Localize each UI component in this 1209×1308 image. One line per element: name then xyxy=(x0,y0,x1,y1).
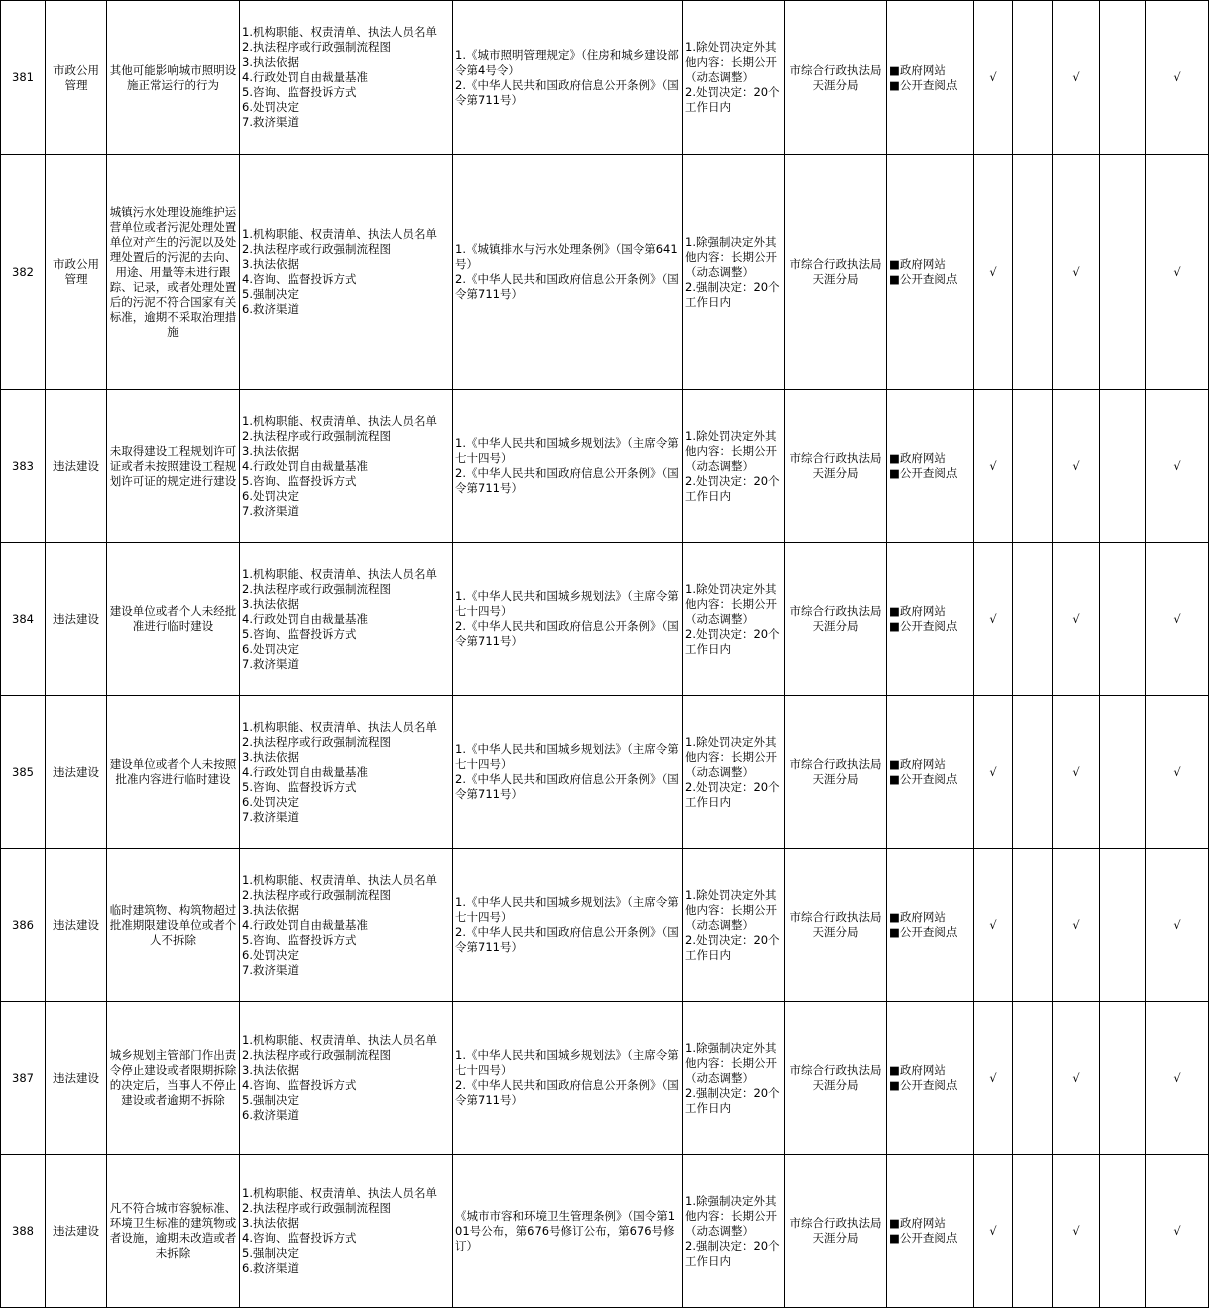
period-line: 2.处罚决定：20个工作日内 xyxy=(685,932,780,962)
check-mark-cell: √ xyxy=(1146,1155,1209,1308)
enforcement-item-cell: 未取得建设工程规划许可证或者未按照建设工程规划许可证的规定进行建设 xyxy=(107,390,240,543)
disclosure-channel-cell xyxy=(887,1,974,155)
period-line: 1.除处罚决定外其他内容：长期公开（动态调整） xyxy=(685,887,777,932)
channel-line: ■政府网站 xyxy=(889,910,946,924)
disclosure-channel-cell xyxy=(887,155,974,390)
content-line: 4.行政处罚自由裁量基准 xyxy=(242,70,368,84)
enforcement-item-cell: 城乡规划主管部门作出责令停止建设或者限期拆除的决定后，当事人不停止建设或者逾期不拆除 xyxy=(107,1002,240,1155)
disclosure-content-cell xyxy=(240,1155,453,1308)
basis-line: 1.《中华人民共和国城乡规划法》（主席令第七十四号） xyxy=(455,589,679,618)
check-mark-cell: √ xyxy=(1053,849,1100,1002)
table-row xyxy=(1,390,1209,543)
row-number-cell: 384 xyxy=(1,543,46,696)
content-line: 3.执法依据 xyxy=(242,1216,299,1230)
content-line: 1.机构职能、权责清单、执法人员名单 xyxy=(242,719,437,734)
disclosure-basis-cell xyxy=(453,390,683,543)
content-line: 7.救济渠道 xyxy=(242,503,299,518)
content-line: 6.救济渠道 xyxy=(242,302,299,316)
content-line: 2.执法程序或行政强制流程图 xyxy=(242,887,391,902)
check-mark-cell: √ xyxy=(974,696,1013,849)
table-row xyxy=(1,155,1209,390)
channel-line: ■公开查阅点 xyxy=(889,925,958,939)
content-line: 5.强制决定 xyxy=(242,1246,299,1260)
period-line: 2.强制决定：20个工作日内 xyxy=(685,1238,780,1268)
content-line: 4.咨询、监督投诉方式 xyxy=(242,1231,357,1245)
disclosure-period-cell xyxy=(683,390,785,543)
enforcement-item-cell: 其他可能影响城市照明设施正常运行的行为 xyxy=(107,1,240,155)
disclosure-content-cell xyxy=(240,1002,453,1155)
period-line: 1.除强制决定外其他内容：长期公开（动态调整） xyxy=(685,234,777,279)
empty-mark-cell xyxy=(1013,1002,1053,1155)
disclosure-content-cell xyxy=(240,543,453,696)
channel-line: ■政府网站 xyxy=(889,1063,946,1077)
empty-mark-cell xyxy=(1100,390,1146,543)
channel-line: ■公开查阅点 xyxy=(889,772,958,786)
content-line: 1.机构职能、权责清单、执法人员名单 xyxy=(242,227,437,241)
disclosure-basis-cell xyxy=(453,155,683,390)
content-line: 5.咨询、监督投诉方式 xyxy=(242,626,357,641)
period-line: 2.处罚决定：20个工作日内 xyxy=(685,779,780,809)
check-mark-cell: √ xyxy=(974,390,1013,543)
empty-mark-cell xyxy=(1013,390,1053,543)
disclosure-period-cell xyxy=(683,1155,785,1308)
channel-line: ■政府网站 xyxy=(889,1216,946,1230)
period-line: 2.强制决定：20个工作日内 xyxy=(685,1085,780,1115)
content-line: 4.行政处罚自由裁量基准 xyxy=(242,764,368,779)
check-mark-cell: √ xyxy=(974,543,1013,696)
content-line: 2.执法程序或行政强制流程图 xyxy=(242,428,391,443)
period-line: 2.强制决定：20个工作日内 xyxy=(685,279,780,309)
disclosure-period-cell xyxy=(683,1,785,155)
content-line: 2.执法程序或行政强制流程图 xyxy=(242,242,391,256)
disclosure-channel-cell xyxy=(887,390,974,543)
content-line: 6.处罚决定 xyxy=(242,947,299,962)
row-number-cell: 386 xyxy=(1,849,46,1002)
disclosure-subject-cell: 市综合行政执法局天涯分局 xyxy=(785,1,887,155)
content-line: 4.行政处罚自由裁量基准 xyxy=(242,917,368,932)
enforcement-item-cell: 临时建筑物、构筑物超过批准期限建设单位或者个人不拆除 xyxy=(107,849,240,1002)
category-cell: 违法建设 xyxy=(46,696,107,849)
check-mark-cell: √ xyxy=(1053,1155,1100,1308)
disclosure-subject-cell: 市综合行政执法局天涯分局 xyxy=(785,696,887,849)
basis-line: 2.《中华人民共和国政府信息公开条例》（国令第711号） xyxy=(455,1078,679,1107)
enforcement-item-cell: 建设单位或者个人未按照批准内容进行临时建设 xyxy=(107,696,240,849)
content-line: 6.救济渠道 xyxy=(242,1108,299,1122)
disclosure-basis-cell xyxy=(453,849,683,1002)
channel-line: ■公开查阅点 xyxy=(889,466,958,480)
channel-line: ■公开查阅点 xyxy=(889,77,958,92)
check-mark-cell: √ xyxy=(1146,696,1209,849)
empty-mark-cell xyxy=(1100,155,1146,390)
basis-line: 1.《城镇排水与污水处理条例》（国令第641号） xyxy=(455,242,678,271)
table-row xyxy=(1,1002,1209,1155)
period-line: 1.除强制决定外其他内容：长期公开（动态调整） xyxy=(685,1040,777,1085)
disclosure-subject-cell: 市综合行政执法局天涯分局 xyxy=(785,390,887,543)
content-line: 7.救济渠道 xyxy=(242,115,299,129)
empty-mark-cell xyxy=(1013,849,1053,1002)
content-line: 4.咨询、监督投诉方式 xyxy=(242,272,357,286)
category-cell: 违法建设 xyxy=(46,390,107,543)
period-line: 1.除处罚决定外其他内容：长期公开（动态调整） xyxy=(685,40,777,84)
disclosure-content-cell xyxy=(240,849,453,1002)
disclosure-content-cell xyxy=(240,155,453,390)
period-line: 1.除处罚决定外其他内容：长期公开（动态调整） xyxy=(685,581,777,626)
basis-line: 2.《中华人民共和国政府信息公开条例》（国令第711号） xyxy=(455,925,679,954)
basis-line: 1.《中华人民共和国城乡规划法》（主席令第七十四号） xyxy=(455,436,679,465)
period-line: 1.除处罚决定外其他内容：长期公开（动态调整） xyxy=(685,734,777,779)
check-mark-cell: √ xyxy=(1146,1,1209,155)
check-mark-cell: √ xyxy=(1146,543,1209,696)
channel-line: ■公开查阅点 xyxy=(889,1078,958,1092)
check-mark-cell: √ xyxy=(1053,696,1100,849)
disclosure-channel-cell xyxy=(887,543,974,696)
check-mark-cell: √ xyxy=(974,849,1013,1002)
empty-mark-cell xyxy=(1100,543,1146,696)
disclosure-basis-cell xyxy=(453,1002,683,1155)
content-line: 5.咨询、监督投诉方式 xyxy=(242,473,357,488)
row-number-cell: 388 xyxy=(1,1155,46,1308)
content-line: 3.执法依据 xyxy=(242,902,299,917)
empty-mark-cell xyxy=(1013,1,1053,155)
content-line: 1.机构职能、权责清单、执法人员名单 xyxy=(242,1033,437,1047)
content-line: 2.执法程序或行政强制流程图 xyxy=(242,40,391,54)
disclosure-content-cell xyxy=(240,390,453,543)
basis-line: 1.《城市照明管理规定》（住房和城乡建设部令第4号令） xyxy=(455,47,679,77)
check-mark-cell: √ xyxy=(1146,390,1209,543)
check-mark-cell: √ xyxy=(1053,1002,1100,1155)
basis-line: 2.《中华人民共和国政府信息公开条例》（国令第711号） xyxy=(455,77,679,107)
disclosure-subject-cell: 市综合行政执法局天涯分局 xyxy=(785,543,887,696)
disclosure-subject-cell: 市综合行政执法局天涯分局 xyxy=(785,849,887,1002)
empty-mark-cell xyxy=(1100,696,1146,849)
channel-line: ■政府网站 xyxy=(889,604,946,618)
table-row xyxy=(1,1,1209,155)
period-line: 2.处罚决定：20个工作日内 xyxy=(685,626,780,656)
empty-mark-cell xyxy=(1013,543,1053,696)
disclosure-content-cell xyxy=(240,1,453,155)
disclosure-period-cell xyxy=(683,849,785,1002)
channel-line: ■政府网站 xyxy=(889,257,946,271)
disclosure-basis-cell xyxy=(453,1155,683,1308)
enforcement-item-cell: 凡不符合城市容貌标准、环境卫生标准的建筑物或者设施，逾期未改造或者未拆除 xyxy=(107,1155,240,1308)
content-line: 1.机构职能、权责清单、执法人员名单 xyxy=(242,872,437,887)
content-line: 1.机构职能、权责清单、执法人员名单 xyxy=(242,566,437,581)
empty-mark-cell xyxy=(1013,155,1053,390)
content-line: 4.咨询、监督投诉方式 xyxy=(242,1078,357,1092)
content-line: 2.执法程序或行政强制流程图 xyxy=(242,734,391,749)
period-line: 2.处罚决定：20个工作日内 xyxy=(685,85,780,114)
content-line: 2.执法程序或行政强制流程图 xyxy=(242,1048,391,1062)
empty-mark-cell xyxy=(1100,1155,1146,1308)
channel-line: ■政府网站 xyxy=(889,451,946,465)
enforcement-item-cell: 建设单位或者个人未经批准进行临时建设 xyxy=(107,543,240,696)
category-cell: 违法建设 xyxy=(46,1155,107,1308)
content-line: 2.执法程序或行政强制流程图 xyxy=(242,1201,391,1215)
content-line: 4.行政处罚自由裁量基准 xyxy=(242,458,368,473)
basis-line: 1.《中华人民共和国城乡规划法》（主席令第七十四号） xyxy=(455,1048,679,1077)
content-line: 3.执法依据 xyxy=(242,749,299,764)
check-mark-cell: √ xyxy=(974,1002,1013,1155)
row-number-cell: 385 xyxy=(1,696,46,849)
disclosure-basis-cell xyxy=(453,696,683,849)
check-mark-cell: √ xyxy=(1146,849,1209,1002)
content-line: 6.处罚决定 xyxy=(242,641,299,656)
content-line: 1.机构职能、权责清单、执法人员名单 xyxy=(242,25,437,39)
category-cell: 违法建设 xyxy=(46,1002,107,1155)
check-mark-cell: √ xyxy=(974,1,1013,155)
channel-line: ■公开查阅点 xyxy=(889,272,958,286)
basis-line: 2.《中华人民共和国政府信息公开条例》（国令第711号） xyxy=(455,466,679,495)
row-number-cell: 382 xyxy=(1,155,46,390)
content-line: 3.执法依据 xyxy=(242,443,299,458)
content-line: 5.咨询、监督投诉方式 xyxy=(242,85,357,99)
disclosure-basis-cell xyxy=(453,1,683,155)
basis-line: 2.《中华人民共和国政府信息公开条例》（国令第711号） xyxy=(455,619,679,648)
content-line: 3.执法依据 xyxy=(242,55,299,69)
check-mark-cell: √ xyxy=(1146,1002,1209,1155)
empty-mark-cell xyxy=(1100,1,1146,155)
channel-line: ■公开查阅点 xyxy=(889,619,958,633)
table-row xyxy=(1,543,1209,696)
empty-mark-cell xyxy=(1013,696,1053,849)
check-mark-cell: √ xyxy=(1053,155,1100,390)
check-mark-cell: √ xyxy=(974,1155,1013,1308)
basis-line: 《城市市容和环境卫生管理条例》（国令第101号公布，第676号修订公布，第676号修订） xyxy=(455,1208,676,1253)
content-line: 7.救济渠道 xyxy=(242,656,299,671)
content-line: 4.行政处罚自由裁量基准 xyxy=(242,611,368,626)
period-line: 2.处罚决定：20个工作日内 xyxy=(685,473,780,503)
disclosure-channel-cell xyxy=(887,1155,974,1308)
category-cell: 市政公用管理 xyxy=(46,1,107,155)
empty-mark-cell xyxy=(1013,1155,1053,1308)
disclosure-content-cell xyxy=(240,696,453,849)
row-number-cell: 381 xyxy=(1,1,46,155)
category-cell: 违法建设 xyxy=(46,543,107,696)
disclosure-basis-cell xyxy=(453,543,683,696)
check-mark-cell: √ xyxy=(1053,1,1100,155)
category-cell: 违法建设 xyxy=(46,849,107,1002)
check-mark-cell: √ xyxy=(1146,155,1209,390)
table-row xyxy=(1,1155,1209,1308)
disclosure-period-cell xyxy=(683,1002,785,1155)
content-line: 1.机构职能、权责清单、执法人员名单 xyxy=(242,413,437,428)
enforcement-item-cell: 城镇污水处理设施维护运营单位或者污泥处理处置单位对产生的污泥以及处理处置后的污泥的去向、用途、用量等未进行跟踪、记录，或者处理处置后的污泥不符合国家有关标准，逾期不采取治理措施 xyxy=(107,155,240,390)
disclosure-subject-cell: 市综合行政执法局天涯分局 xyxy=(785,155,887,390)
check-mark-cell: √ xyxy=(1053,390,1100,543)
content-line: 6.处罚决定 xyxy=(242,488,299,503)
basis-line: 1.《中华人民共和国城乡规划法》（主席令第七十四号） xyxy=(455,742,679,771)
disclosure-subject-cell: 市综合行政执法局天涯分局 xyxy=(785,1155,887,1308)
table-row xyxy=(1,696,1209,849)
category-cell: 市政公用管理 xyxy=(46,155,107,390)
content-line: 5.强制决定 xyxy=(242,287,299,301)
channel-line: ■政府网站 xyxy=(889,62,946,77)
content-line: 5.咨询、监督投诉方式 xyxy=(242,932,357,947)
channel-line: ■政府网站 xyxy=(889,757,946,771)
period-line: 1.除强制决定外其他内容：长期公开（动态调整） xyxy=(685,1193,777,1238)
disclosure-channel-cell xyxy=(887,849,974,1002)
content-line: 6.处罚决定 xyxy=(242,794,299,809)
period-line: 1.除处罚决定外其他内容：长期公开（动态调整） xyxy=(685,428,777,473)
disclosure-subject-cell: 市综合行政执法局天涯分局 xyxy=(785,1002,887,1155)
content-line: 7.救济渠道 xyxy=(242,962,299,977)
content-line: 6.救济渠道 xyxy=(242,1261,299,1275)
basis-line: 2.《中华人民共和国政府信息公开条例》（国令第711号） xyxy=(455,272,679,301)
basis-line: 2.《中华人民共和国政府信息公开条例》（国令第711号） xyxy=(455,772,679,801)
content-line: 5.强制决定 xyxy=(242,1093,299,1107)
row-number-cell: 387 xyxy=(1,1002,46,1155)
basis-line: 1.《中华人民共和国城乡规划法》（主席令第七十四号） xyxy=(455,895,679,924)
table-body xyxy=(1,1,1209,1308)
content-line: 3.执法依据 xyxy=(242,257,299,271)
disclosure-period-cell xyxy=(683,696,785,849)
channel-line: ■公开查阅点 xyxy=(889,1231,958,1245)
check-mark-cell: √ xyxy=(974,155,1013,390)
table-row xyxy=(1,849,1209,1002)
disclosure-period-cell xyxy=(683,155,785,390)
disclosure-channel-cell xyxy=(887,696,974,849)
content-line: 3.执法依据 xyxy=(242,596,299,611)
disclosure-channel-cell xyxy=(887,1002,974,1155)
check-mark-cell: √ xyxy=(1053,543,1100,696)
content-line: 5.咨询、监督投诉方式 xyxy=(242,779,357,794)
empty-mark-cell xyxy=(1100,849,1146,1002)
content-line: 2.执法程序或行政强制流程图 xyxy=(242,581,391,596)
disclosure-period-cell xyxy=(683,543,785,696)
content-line: 7.救济渠道 xyxy=(242,809,299,824)
content-line: 6.处罚决定 xyxy=(242,100,299,114)
empty-mark-cell xyxy=(1100,1002,1146,1155)
content-line: 1.机构职能、权责清单、执法人员名单 xyxy=(242,1186,437,1200)
row-number-cell: 383 xyxy=(1,390,46,543)
content-line: 3.执法依据 xyxy=(242,1063,299,1077)
